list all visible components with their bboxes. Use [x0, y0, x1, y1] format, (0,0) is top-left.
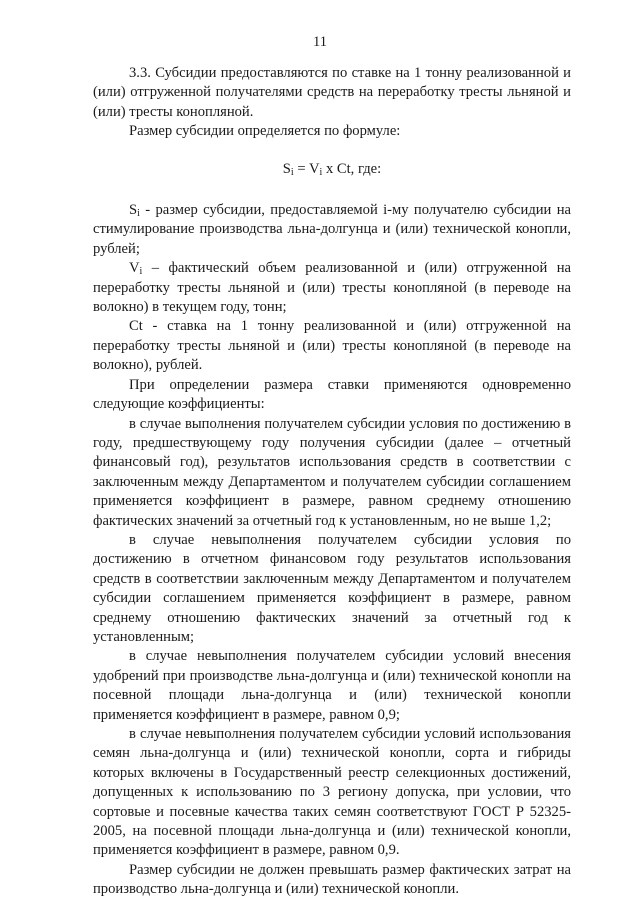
coefficient-fertilizer: в случае невыполнения получателем субсидии условий внесения удобрений при производстве льна-долгунца и (или) технической конопли на посевной площади льна-долгунца и (или) технической конопли применяется коэффициент в размере, равном 0,9; — [93, 648, 571, 723]
definition-ct: Ct - ставка на 1 тонну реализованной и (или) отгруженной на переработку тресты льняной и (или) тресты конопляной (в переводе на волокно), рублей. — [93, 318, 571, 374]
page-number: 11 — [313, 34, 327, 50]
symbol-v: V — [129, 260, 140, 277]
paragraph-3-3: 3.3. Субсидии предоставляются по ставке на 1 тонну реализованной и (или) отгруженной получателями средств на переработку тресты льняной и (или) тресты конопляной. — [93, 65, 571, 120]
formula-rest: x Ct, где: — [322, 160, 382, 177]
symbol-s-subscript: i — [137, 208, 140, 220]
paragraph-coefficients-intro: При определении размера ставки применяются одновременно следующие коэффициенты: — [93, 376, 571, 413]
definition-si-text: - размер субсидии, предоставляемой i-му получателю субсидии на стимулирование производства льна-долгунца и (или) технической конопли, рублей; — [93, 202, 571, 257]
coefficient-nonfulfillment: в случае невыполнения получателем субсидии условия по достижению в отчетном финансовом году результатов использования средств в соответствии заключенным между Департаментом и получателем субсидии соглашением применяется коэффициент в размере, равном среднему отношению фактических значений за отчетный год к установленным; — [93, 531, 571, 645]
symbol-s: S — [129, 202, 138, 219]
subsidy-formula — [93, 160, 571, 179]
coefficient-fulfillment: в случае выполнения получателем субсидии условия по достижению в году, предшествующему году получения субсидии (далее – отчетный финансовый год), результатов использования средств в соответствии с заключенным между Департаментом и получателем субсидии соглашением применяется коэффициент в размере, равном среднему отношению фактических значений за отчетный год к установленным, но не выше 1,2; — [93, 415, 571, 529]
definition-vi — [93, 259, 571, 317]
coefficient-seeds: в случае невыполнения получателем субсидии условий использования семян льна-долгунца и (или) технической конопли, сорта и гибриды которых включены в Государственный реестр селекционных достижений, допущенных к использованию по 3 региону допуска, при условии, что сортовые и посевные качества таких семян соответствуют ГОСТ Р 52325-2005, на посевной площади льна-долгунца и (или) технической конопли, применяется коэффициент в размере, равном 0,9. — [93, 726, 571, 859]
paragraph-formula-intro: Размер субсидии определяется по формуле: — [129, 123, 401, 140]
formula-s-subscript: i — [290, 166, 294, 178]
formula-v-subscript: i — [319, 166, 323, 178]
symbol-v-subscript: i — [139, 266, 143, 278]
formula-equals-v: = V — [293, 160, 320, 177]
definition-si — [93, 201, 571, 259]
definition-vi-text: – фактический объем реализованной и (или) отгруженной на переработку тресты льняной и (или) тресты конопляной (в переводе на волокно) в текущем году, тонн; — [93, 260, 571, 316]
document-body — [93, 64, 571, 900]
formula-s: S — [282, 160, 291, 177]
paragraph-subsidy-limit: Размер субсидии не должен превышать размер фактических затрат на производство льна-долгунца и (или) технической конопли. — [93, 861, 571, 898]
